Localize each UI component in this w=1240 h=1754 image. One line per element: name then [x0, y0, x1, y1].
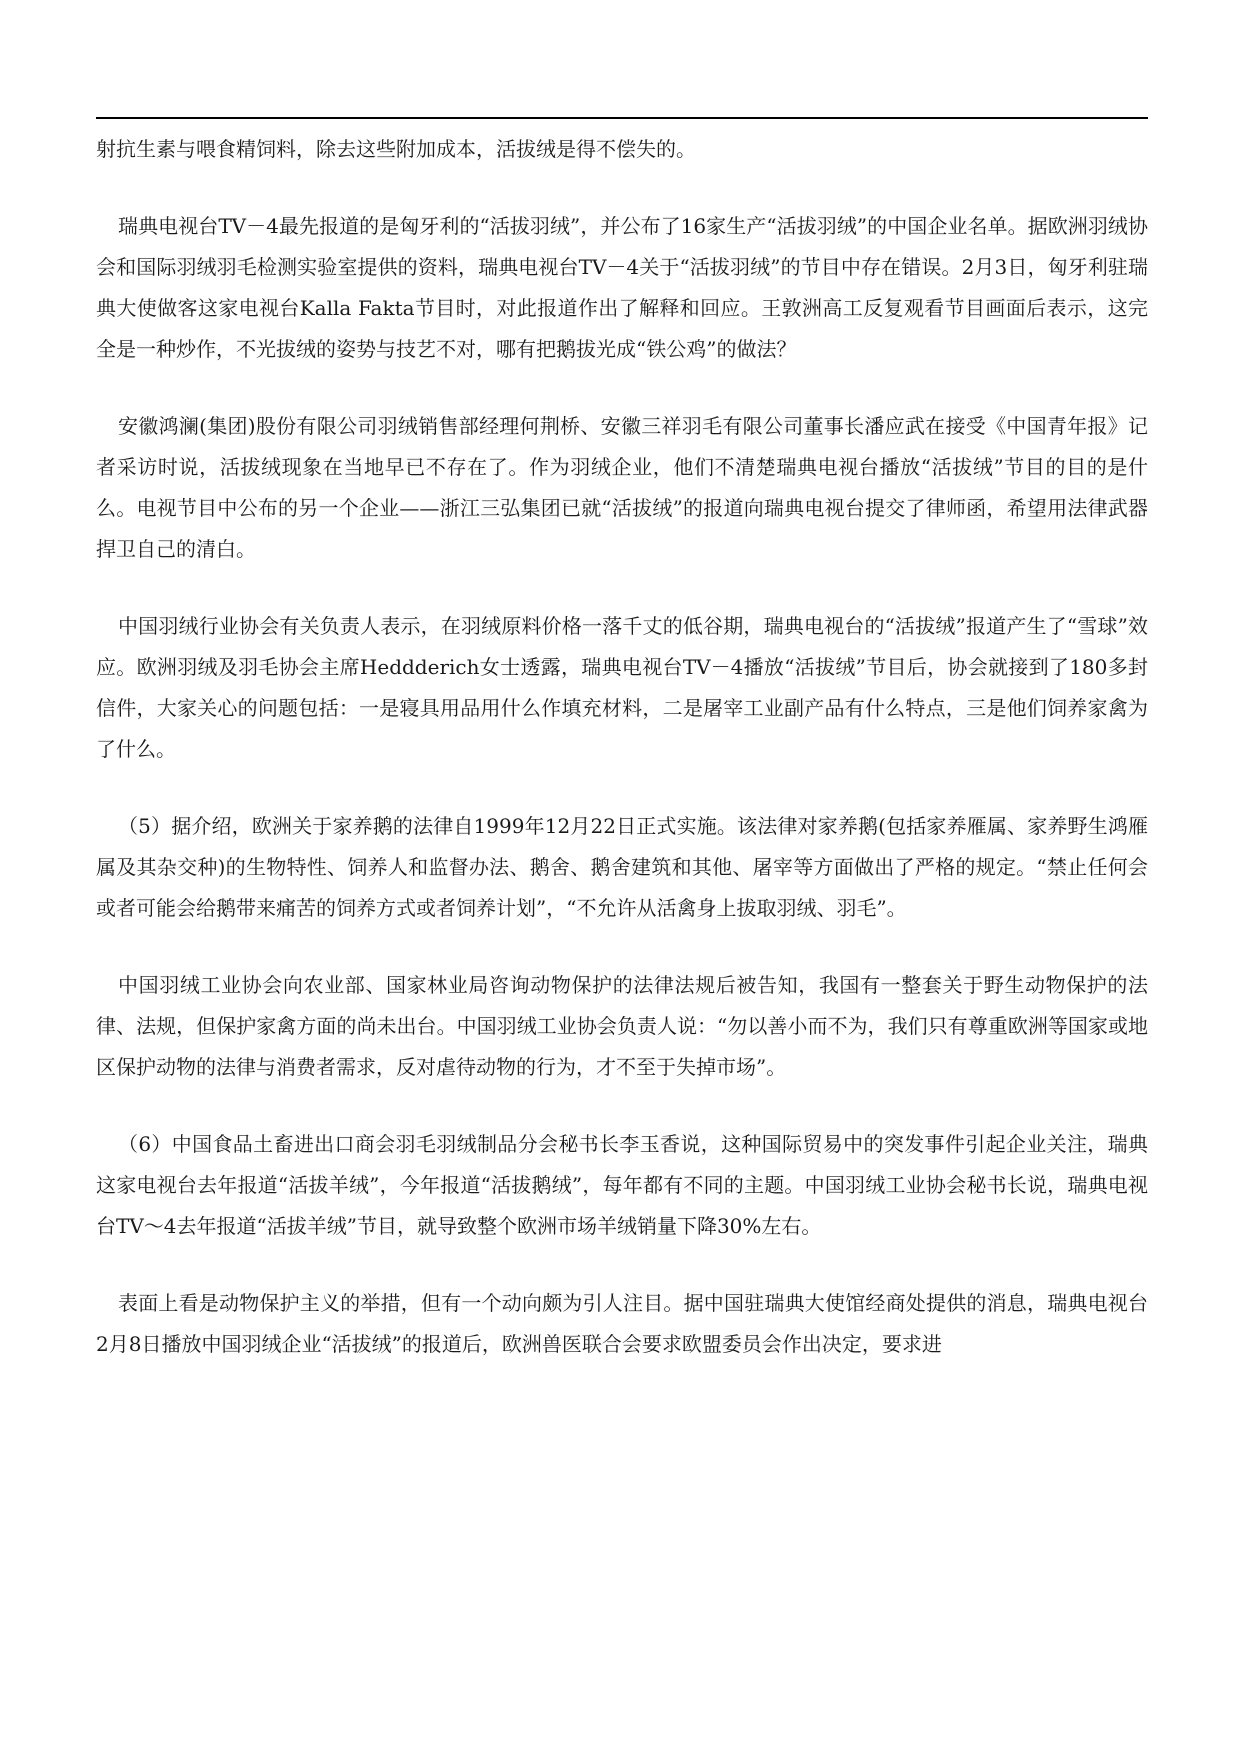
paragraph-china-protection-law: 中国羽绒工业协会向农业部、国家林业局咨询动物保护的法律法规后被告知，我国有一整套关于野生动物保护的法律、法规，但保护家禽方面的尚未出台。中国羽绒工业协会负责人说：“勿以善小而不为，我们只有尊重欧洲等国家或地区保护动物的法律与消费者需求，反对虐待动物的行为，才不至于失掉市场”。: [96, 973, 1148, 1079]
paragraph-continuation: 射抗生素与喂食精饲料，除去这些附加成本，活拔绒是得不偿失的。: [96, 137, 696, 161]
article-body: [96, 129, 1148, 1401]
paragraph-trade-chamber: （6）中国食品土畜进出口商会羽毛羽绒制品分会秘书长李玉香说，这种国际贸易中的突发事件引起企业关注，瑞典这家电视台去年报道“活拔羊绒”，今年报道“活拔鹅绒”，每年都有不同的主题。中国羽绒工业协会秘书长说，瑞典电视台TV～4去年报道“活拔羊绒”节目，就导致整个欧洲市场羊绒销量下降30%左右。: [96, 1132, 1148, 1238]
paragraph-vet-federation: 表面上看是动物保护主义的举措，但有一个动向颇为引人注目。据中国驻瑞典大使馆经商处提供的消息，瑞典电视台2月8日播放中国羽绒企业“活拔绒”的报道后，欧洲兽医联合会要求欧盟委员会作出决定，要求进: [96, 1291, 1148, 1356]
paragraph-european-law: （5）据介绍，欧洲关于家养鹅的法律自1999年12月22日正式实施。该法律对家养鹅(包括家养雁属、家养野生鸿雁属及其杂交种)的生物特性、饲养人和监督办法、鹅舍、鹅舍建筑和其他、屠宰等方面做出了严格的规定。“禁止任何会或者可能会给鹅带来痛苦的饲养方式或者饲养计划”，“不允许从活禽身上拔取羽绒、羽毛”。: [96, 814, 1148, 920]
paragraph-anhui-companies: 安徽鸿澜(集团)股份有限公司羽绒销售部经理何荆桥、安徽三祥羽毛有限公司董事长潘应武在接受《中国青年报》记者采访时说，活拔绒现象在当地早已不存在了。作为羽绒企业，他们不清楚瑞典电视台播放“活拔绒”节目的目的是什么。电视节目中公布的另一个企业——浙江三弘集团已就“活拔绒”的报道向瑞典电视台提交了律师函，希望用法律武器捍卫自己的清白。: [96, 414, 1148, 561]
paragraph-association-response: 中国羽绒行业协会有关负责人表示，在羽绒原料价格一落千丈的低谷期，瑞典电视台的“活拔绒”报道产生了“雪球”效应。欧洲羽绒及羽毛协会主席Heddderich女士透露，瑞典电视台TV－4播放“活拔绒”节目后，协会就接到了180多封信件，大家关心的问题包括：一是寝具用品用什么作填充材料，二是屠宰工业副产品有什么特点，三是他们饲养家禽为了什么。: [96, 614, 1148, 761]
header-rule: [96, 117, 1148, 119]
paragraph-tv4-report: 瑞典电视台TV－4最先报道的是匈牙利的“活拔羽绒”，并公布了16家生产“活拔羽绒”的中国企业名单。据欧洲羽绒协会和国际羽绒羽毛检测实验室提供的资料，瑞典电视台TV－4关于“活拔羽绒”的节目中存在错误。2月3日，匈牙利驻瑞典大使做客这家电视台Kalla Fakta节目时，对此报道作出了解释和回应。王敦洲高工反复观看节目画面后表示，这完全是一种炒作，不光拔绒的姿势与技艺不对，哪有把鹅拔光成“铁公鸡”的做法？: [96, 214, 1148, 361]
